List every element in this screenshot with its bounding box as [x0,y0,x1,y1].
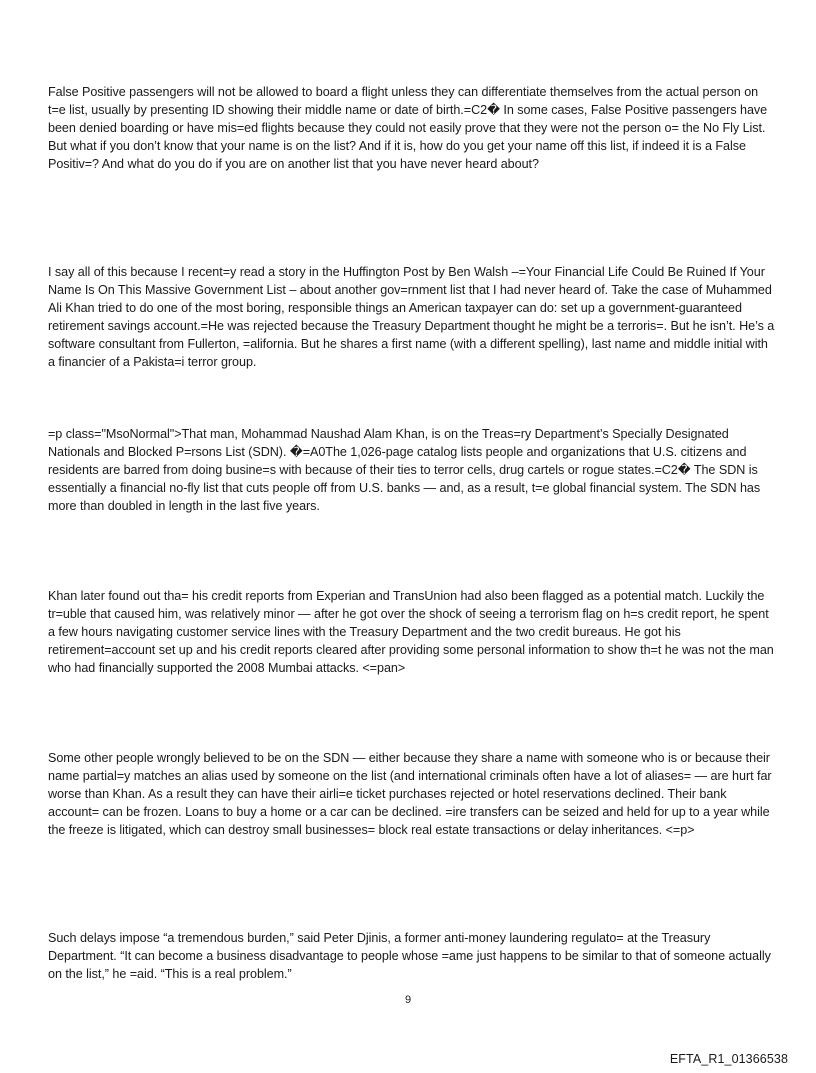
page-number: 9 [404,994,412,1006]
body-paragraph-5: Some other people wrongly believed to be on the SDN — either because they share a name with someone who is or because their name partial=y matches an alias used by someone on the list (and international criminals often have a lot of aliases= — are hurt far worse than Khan. As a result they can have their airli=e ticket purchases rejected or hotel reservations declined. Their bank account= can be frozen. Loans to buy a home or a car can be declined. =ire transfers can be seized and held for up to a year while the freeze is litigated, which can destroy small businesses= block real estate transactions or delay inheritances. <=p> [48,751,772,837]
body-paragraph-4: Khan later found out tha= his credit reports from Experian and TransUnion had also been flagged as a potential match. Luckily the tr=uble that caused him, was relatively minor — after he got over the shock of seeing a terrorism flag on h=s credit report, he spent a few hours navigating customer service lines with the Treasury Department and the two credit bureaus. He got his retirement=account set up and his credit reports cleared after providing some personal information to show th=t he was not the man who had financially supported the 2008 Mumbai attacks. <=pan> [48,589,774,675]
document-id-stamp: EFTA_R1_01366538 [669,1052,788,1066]
body-paragraph-2: I say all of this because I recent=y read a story in the Huffington Post by Ben Walsh –=Your Financial Life Could Be Ruined If Your Name Is On This Massive Government List – about another gov=rnment list that I had never heard of. Take the case of Muhammed Ali Khan tried to do one of the most boring, responsible things an American taxpayer can do: set up a government-guaranteed retirement savings account.=He was rejected because the Treasury Department thought he might be a terroris=. But he isn’t. He’s a software consultant from Fullerton, =alifornia. But he shares a first name (with a different spelling), last name and middle initial with a financier of a Pakista=i terror group. [48,265,775,369]
body-paragraph-3: =p class="MsoNormal">That man, Mohammad Naushad Alam Khan, is on the Treas=ry Department’s Specially Designated Nationals and Blocked P=rsons List (SDN). �=A0The 1,026-page catalog lists people and organizations that U.S. citizens and residents are barred from doing busine=s with because of their ties to terror cells, drug cartels or rogue states.=C2� The SDN is essentially a financial no-fly list that cuts people off from U.S. banks — and, as a result, t=e global financial system. The SDN has more than doubled in length in the last five years. [48,427,761,513]
body-paragraph-6: Such delays impose “a tremendous burden,” said Peter Djinis, a former anti-money laundering regulato= at the Treasury Department. “It can become a business disadvantage to people whose =ame just happens to be similar to that of someone actually on the list,” he =aid. “This is a real problem.” [48,931,771,981]
body-paragraph-1: False Positive passengers will not be allowed to board a flight unless they can differentiate themselves from the actual person on t=e list, usually by presenting ID showing their middle name or date of birth.=C2� In some cases, False Positive passengers have been denied boarding or have mis=ed flights because they could not easily prove that they were not the person o= the No Fly List. But what if you don’t know that your name is on the list? And if it is, how do you get your name off this list, if indeed it is a False Positiv=? And what do you do if you are on another list that you have never heard about? [48,85,768,171]
